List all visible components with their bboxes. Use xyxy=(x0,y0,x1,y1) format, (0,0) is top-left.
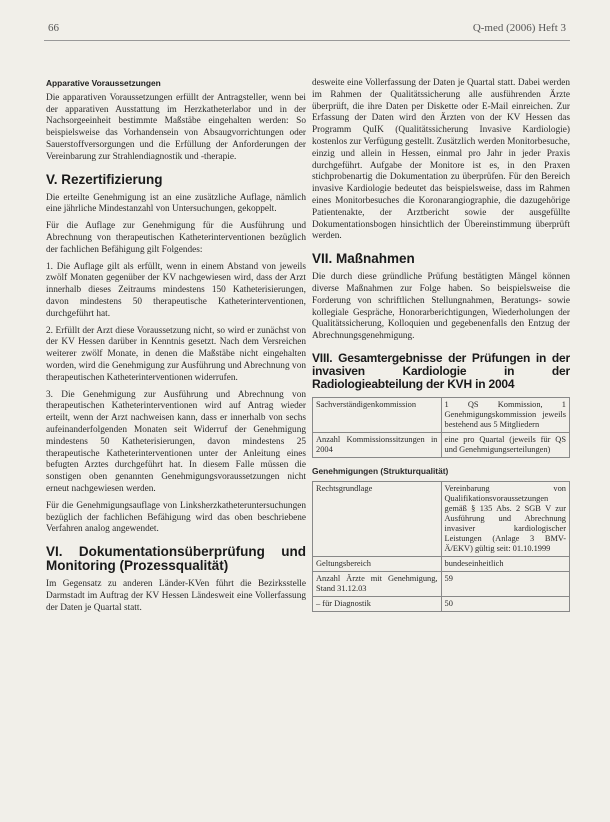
paragraph: Im Gegensatz zu anderen Länder-KVen führt die Bezirksstelle Darmstadt im Auftrag der KV Hessen Ländesweit eine Vollerfassung der Daten je Quartal statt. xyxy=(46,579,306,613)
commission-table xyxy=(312,397,570,458)
section-heading: V. Rezertifizierung xyxy=(46,171,163,187)
paragraph: 2. Erfüllt der Arzt diese Voraussetzung nicht, so wird er zunächst von der KV Hessen darüber in Kenntnis gesetzt. Nach dem Versreichen weiterer zwölf Monate, in denen die Maßstäbe nicht eingehalten worden, wird die Genehmigung zur Ausführung und Abrechnung von therapeutischen Katheterinterventionen widerrufen. xyxy=(46,325,306,383)
table-row xyxy=(313,571,570,596)
table-row xyxy=(313,481,570,556)
right-column xyxy=(312,78,570,620)
table-cell: Anzahl Kommissionssitzungen in 2004 xyxy=(313,432,442,457)
table-cell: bundeseinheitlich xyxy=(441,556,570,571)
table-title: Genehmigungen (Strukturqualität) xyxy=(312,465,449,476)
table-row xyxy=(313,556,570,571)
paragraph: Für die Genehmigungsauflage von Linksherzkatheteruntersuchungen bezüglich der fachlichen Befähigung wird das oben beschriebene Verfahren analog angewendet. xyxy=(46,500,306,535)
paragraph: 1. Die Auflage gilt als erfüllt, wenn in einem Abstand von jeweils zwölf Monaten gegenüber der KV nachgewiesen wird, dass der Arzt innerhalb dieses Zeitraums mindestens 150 Katheterisierungen, davon mindestens 50 therapeutische Katheterinterventionen, durchgeführt hat. xyxy=(46,261,306,319)
section-heading: VII. Maßnahmen xyxy=(312,251,415,267)
paragraph: desweite eine Vollerfassung der Daten je Quartal statt. Dabei werden im Rahmen der Qualitätssicherung alle ausführenden Ärzte überprüft, die ihre Daten per Diskette oder E-Mail einreichen. Zur Erfassung der Daten wird den Ärzten von der KV Hessen das Programm QuIK (Qualitätssicherung Invasive Kardiologie) kostenlos zur Verfügung gestellt. Zusätzlich werden Monitorbesuche, einzig und allein in Hessen, einmal pro Jahr in jeder Praxis durchgeführt. Aufgabe der Monitore ist es, in den Praxen stichprobenartig die Dokumentation zu überprüfen. Für den Bereich invasive Kardiologie bedeutet das beispielsweise, dass im Rahmen eines Monitorbesuches die Koronarangiographie, die dazugehörige Patientenakte, der Arztbericht sowie der ausgefüllte Dokumentationsbogen hinsichtlich der Übereinstimmung überprüft werden. xyxy=(312,78,571,242)
table-cell: 59 xyxy=(441,571,570,596)
table-cell: Anzahl Ärzte mit Genehmigung, Stand 31.12.03 xyxy=(313,571,442,596)
paragraph: Die apparativen Voraussetzungen erfüllt der Antragsteller, wenn bei der apparativen Ausstattung im Herzkatheterlabor und in der Nachsorgeeinheit bestimmte Maßstäbe eingehalten werden: So beispielsweise das Vorhandensein von Absaugvorrichtungen oder Sauerstoffversorgungen und die Erfüllung der Anforderungen der Vereinbarung zur Strahlendiagnostik und -therapie. xyxy=(46,92,306,162)
table-cell: eine pro Quartal (jeweils für QS und Genehmigungserteilungen) xyxy=(441,432,570,457)
table-cell: 1 QS Kommission, 1 Genehmigungskommission jeweils bestehend aus 5 Mitgliedern xyxy=(441,397,570,432)
paragraph: Die durch diese gründliche Prüfung bestätigten Mängel können diverse Maßnahmen zur Folge haben. So beispielsweise die Forderung von schriftlichen Stellungnahmen, Beratungs- sowie kollegiale Gespräche, Honorarberichtigungen, Wiederholungen der Qualitätssicherung, Kolloquien und gegebenenfalls den Entzug der Abrechnungsgenehmigung. xyxy=(312,272,570,342)
table-cell: 50 xyxy=(441,596,570,611)
table-cell: Geltungsbereich xyxy=(313,556,442,571)
table-cell: – für Diagnostik xyxy=(313,596,442,611)
table-row xyxy=(313,432,570,457)
table-cell: Vereinbarung von Qualifikationsvoraussetzungen gemäß § 135 Abs. 2 SGB V zur Ausführung und Abrechnung invasiver kardiologischer Leistungen (Anlage 3 BMV-Ä/EKV) gültig seit: 01.10.1999 xyxy=(441,481,570,556)
subheading: Apparative Voraussetzungen xyxy=(46,78,161,88)
section-heading: VIII. Gesamtergebnisse der Prüfungen in der invasiven Kardiologie in der Radiologieabteilung der KVH in 2004 xyxy=(312,350,570,391)
approvals-table xyxy=(312,481,570,612)
journal-title: Q-med (2006) Heft 3 xyxy=(472,22,566,34)
paragraph: Für die Auflage zur Genehmigung für die Ausführung und Abrechnung von therapeutischen Katheterinterventionen bezüglich der fachlichen Befähigung gilt Folgendes: xyxy=(46,221,306,255)
paragraph: Die erteilte Genehmigung ist an eine zusätzliche Auflage, nämlich eine jährliche Mindestanzahl von Untersuchungen, gekoppelt. xyxy=(46,192,306,215)
running-header xyxy=(48,22,566,38)
table-cell: Rechtsgrundlage xyxy=(313,481,442,556)
section-heading: VI. Dokumentationsüberprüfung und Monitoring (Prozessqualität) xyxy=(46,544,306,574)
left-column xyxy=(46,78,306,619)
table-row xyxy=(313,397,570,432)
table-row xyxy=(313,596,570,611)
header-rule xyxy=(44,40,570,41)
table-cell: Sachverständigenkommission xyxy=(313,397,442,432)
page-number: 66 xyxy=(48,22,59,34)
paragraph: 3. Die Genehmigung zur Ausführung und Abrechnung von therapeutischen Katheterinterventionen wird auf Antrag wieder erteilt, wenn der Arzt nachweisen kann, dass er innerhalb von sechs aufeinanderfolgenden Monaten seit Widerruf der Genehmigung mindestens 50 Katheterisierungen, davon mindestens 25 therapeutische Katheterinterventionen unter der Anleitung eines befugten Arztes durchgeführt hat. In diesem Falle müssen die sonstigen oben genannten Genehmigungsvoraussetzungen nicht erneut nachgewiesen werden. xyxy=(46,389,306,494)
